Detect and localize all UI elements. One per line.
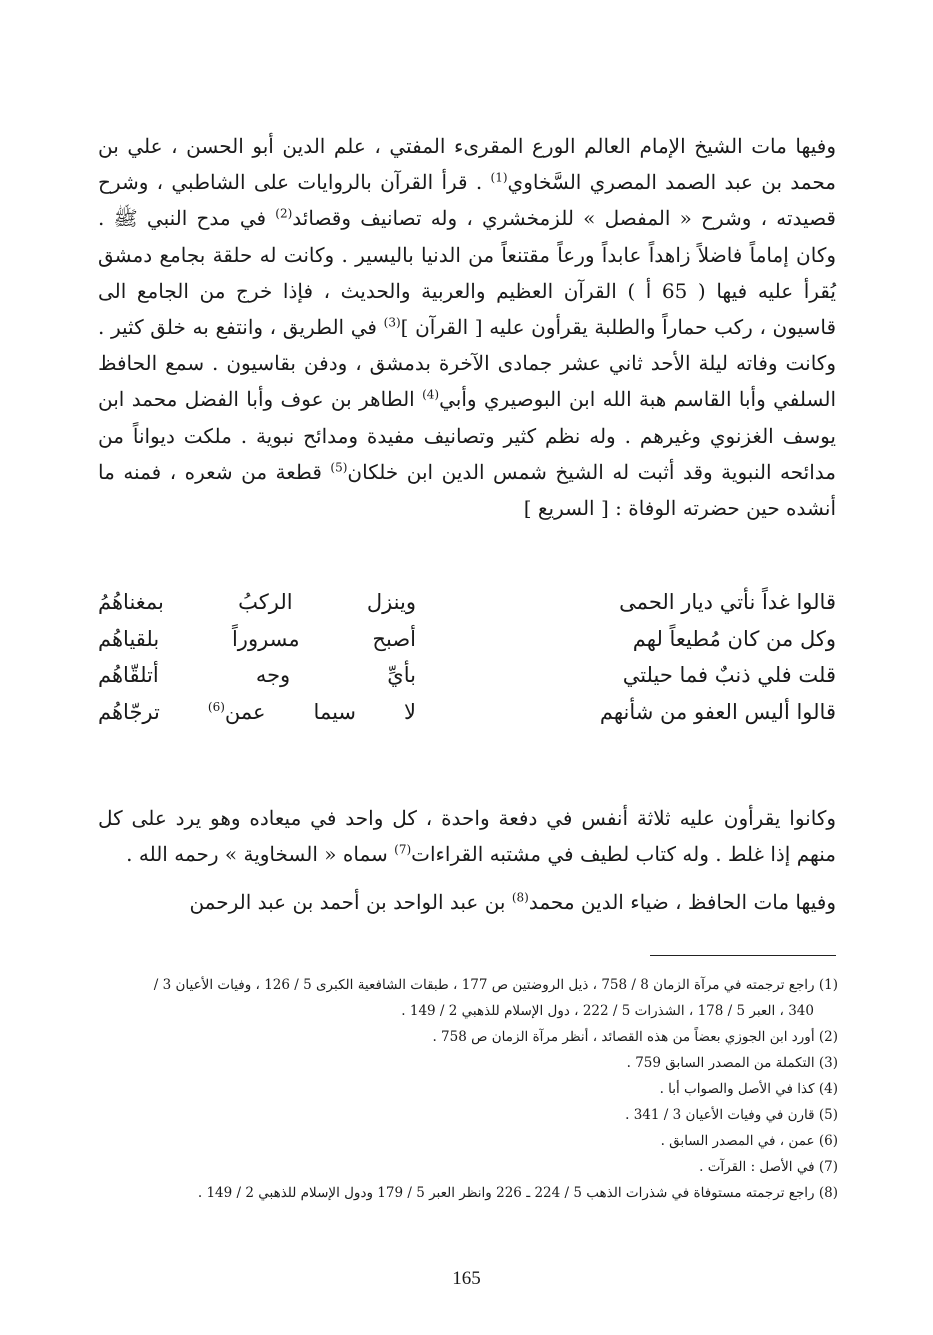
verse-first-hemistich: قلت فلي ذنبٌ فما حيلتي	[622, 663, 836, 688]
verse-second-hemistich	[98, 700, 416, 724]
paragraph-1	[98, 128, 836, 526]
footnote-marker-3: (3)	[383, 315, 401, 330]
verse-second-hemistich: أصبح مسروراً بلقياهُم	[98, 626, 416, 651]
para3-text-before: وفيها مات الحافظ ، ضياء الدين محمد	[528, 890, 836, 914]
verse-second-hemistich: بأيِّ وجه أتلقّاهُم	[98, 663, 416, 688]
para2-text-before: وكانوا يقرأون عليه ثلاثة أنفس في دفعة واحدة ، كل واحد في ميعاده وهو يرد على كل منهم إذا غلط . وله كتاب لطيف في مشتبه القراءات	[98, 806, 836, 866]
verse-text-b: ترجّاهُم	[98, 699, 208, 724]
verse-first-hemistich: وكل من كان مُطيعاً لهم	[632, 626, 836, 651]
footnote-marker-2: (2)	[275, 206, 293, 221]
footnote-marker-6: (6)	[207, 699, 225, 714]
verse-first-hemistich: قالوا غداً نأتي ديار الحمى	[619, 590, 836, 615]
footnote-7: (7) في الأصل : القرآت .	[699, 1159, 838, 1175]
footnote-2: (2) أورد ابن الجوزي بعضاً من هذه القصائد ، أنظر مرآة الزمان ص 758 .	[432, 1029, 838, 1045]
main-paragraph	[98, 128, 836, 526]
page-number: 165	[452, 1268, 481, 1289]
para-text-after: قطعة من شعره ، فمنه ما أنشده حين حضرته الوفاة : [ السريع ]	[98, 459, 836, 521]
para3-text-after: بن عبد الواحد بن أحمد بن عبد الرحمن	[189, 890, 512, 914]
verse-text-a: لا سيما عمن	[224, 699, 416, 724]
verse-row	[98, 694, 836, 731]
poem	[98, 584, 836, 730]
closing-paragraphs	[98, 800, 836, 920]
footnote-8: (8) راجع ترجمته مستوفاة في شذرات الذهب 5 / 224 ـ 226 وانظر العبر 5 / 179 ودول الإسلام للذهبي 2 / 149 .	[197, 1185, 838, 1201]
footnote-4: (4) كذا في الأصل والصواب أبا .	[659, 1081, 838, 1097]
footnote-marker-7: (7)	[394, 842, 412, 857]
verse-row	[98, 621, 836, 658]
footnote-3: (3) التكملة من المصدر السابق 759 .	[626, 1055, 838, 1071]
verse-first-hemistich: قالوا أليس العفو من شأنهم	[599, 699, 836, 724]
verse-row	[98, 657, 836, 694]
footnote-marker-1: (1)	[490, 170, 508, 185]
footnote-6: (6) عمن ، في المصدر السابق .	[660, 1133, 838, 1149]
verse-row	[98, 584, 836, 621]
footnote-marker-5: (5)	[330, 460, 348, 475]
para2-text-after: سماه « السخاوية » رحمه الله .	[126, 842, 395, 866]
para-text-mid2: في مدح النبي ﷺ . وكان إماماً فاضلاً زاهداً عابداً ورعاً مقتنعاً من الدنيا باليسير . وكانت له حلقة بجامع دمشق يُقرأ عليه فيها ( 65 أ ) القرآن العظيم والعربية والحديث ، فإذا خرج من الجامع الى قاسيون ، ركب حماراً والطلبة يقرأون عليه [ القرآن ]	[98, 206, 837, 340]
footnote-marker-8: (8)	[511, 890, 529, 905]
para-text-before: وفيها مات الشيخ الإمام العالم الورع المقرىء المفتي ، علم الدين أبو الحسن ، علي بن محمد بن عبد الصمد المصري السَّخاوي	[98, 134, 836, 195]
para-text-mid3: في الطريق ، وانتفع به خلق كثير . وكانت وفاته ليلة الأحد ثاني عشر جمادى الآخرة بدمشق ، ودفن بقاسيون . سمع الحافظ السلفي وأبا القاسم هبة الله ابن البوصيري وأبي	[98, 315, 837, 412]
footnote-marker-4: (4)	[422, 387, 440, 402]
paragraph-2	[98, 800, 836, 872]
footnote-1: (1) راجع ترجمته في مرآة الزمان 8 / 758 ، ذيل الروضتين ص 177 ، طبقات الشافعية الكبرى 5 / 126 ، وفيات الأعيان 3 /	[153, 977, 838, 993]
footnote-separator	[650, 955, 836, 956]
verse-second-hemistich: وينزل الركبُ بمغناهُمُ	[98, 590, 416, 615]
para-text-mid1: . قرأ القرآن بالروايات على الشاطبي ، وشرح قصيدته ، وشرح « المفصل » للزمخشري ، وله تصانيف وقصائد	[98, 170, 836, 231]
para-text-mid4: الطاهر بن عوف وأبا الفضل محمد ابن يوسف الغزنوي وغيرهم . وله نظم كثير وتصانيف مفيدة ومدائح نبوية . ملكت ديواناً من مدائحه النبوية وقد أثبت له الشيخ شمس الدين ابن خلكان	[98, 387, 836, 484]
footnotes	[108, 972, 838, 1206]
footnote-1-continuation: 340 ، العبر 5 / 178 ، الشذرات 5 / 222 ، دول الإسلام للذهبي 2 / 149 .	[401, 1003, 814, 1019]
paragraph-3	[98, 884, 836, 920]
footnote-5: (5) قارن في وفيات الأعيان 3 / 341 .	[625, 1107, 838, 1123]
